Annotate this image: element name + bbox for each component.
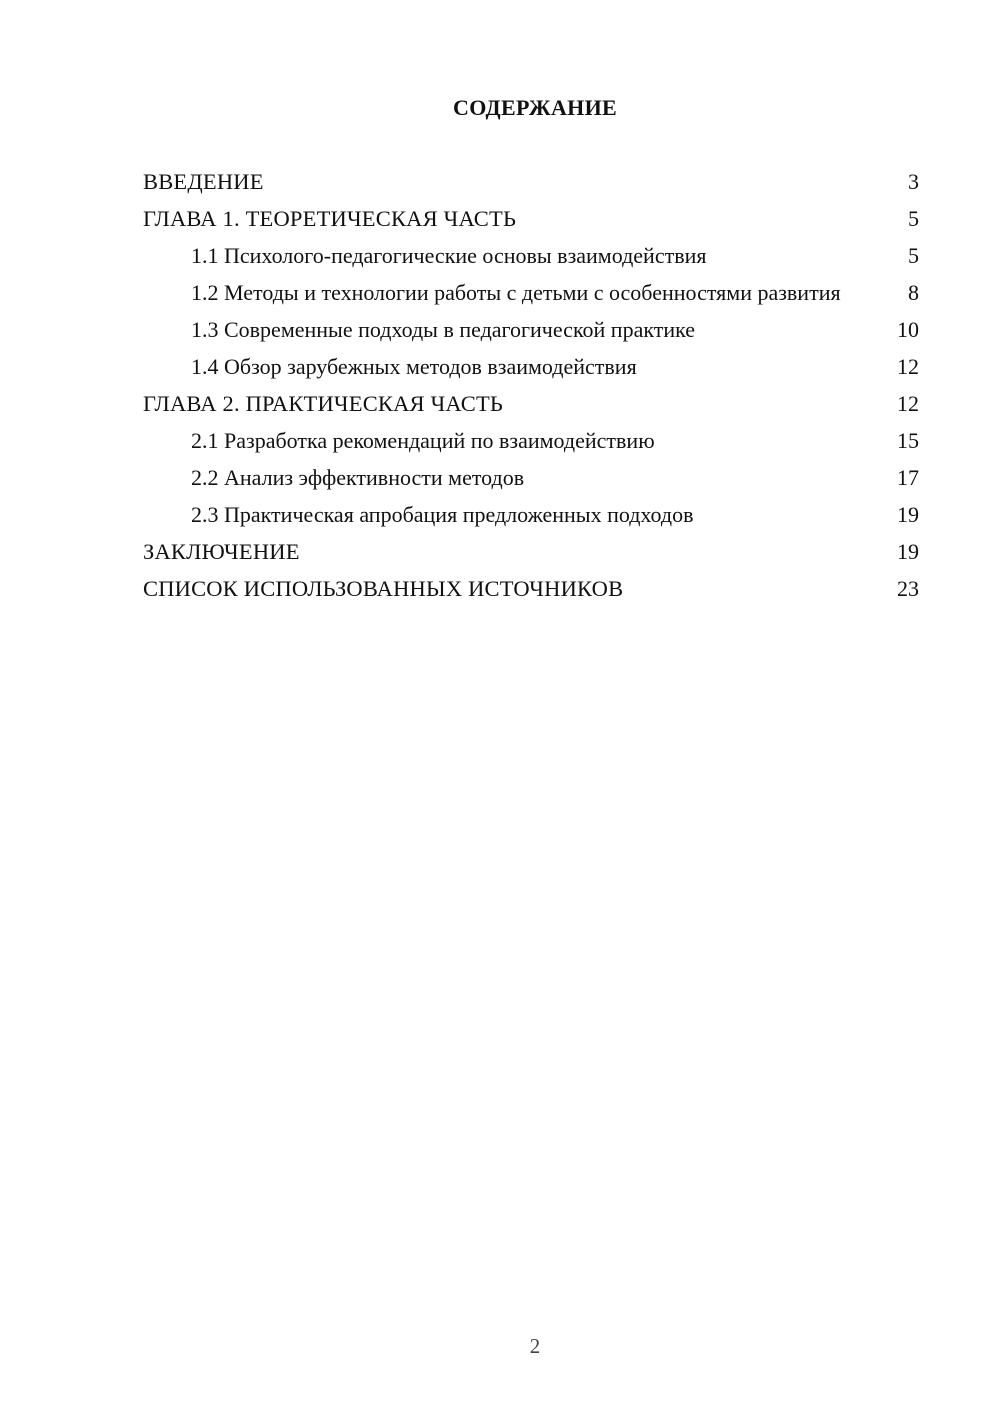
toc-title: СОДЕРЖАНИЕ	[453, 95, 617, 120]
toc-entry-text: 1.4 Обзор зарубежных методов взаимодействия	[191, 354, 637, 379]
toc-entry-page: 15	[897, 428, 919, 453]
toc-entry-section-2-3	[143, 501, 919, 528]
toc-entry-page: 12	[897, 391, 919, 416]
toc-entry-text: ГЛАВА 1. ТЕОРЕТИЧЕСКАЯ ЧАСТЬ	[143, 206, 517, 231]
toc-entry-conclusion	[143, 538, 919, 565]
toc-entry-text: 2.1 Разработка рекомендаций по взаимодействию	[191, 428, 655, 453]
toc-entry-section-2-2	[143, 464, 919, 491]
toc-entry-section-1-4	[143, 353, 919, 380]
toc-entry-page: 10	[897, 317, 919, 342]
toc-entry-references	[143, 575, 919, 602]
table-of-contents	[143, 168, 919, 612]
toc-entry-chapter-2	[143, 390, 919, 417]
toc-entry-page: 19	[897, 502, 919, 527]
toc-entry-page: 8	[908, 280, 919, 305]
toc-entry-section-1-1	[143, 242, 919, 269]
toc-entry-page: 12	[897, 354, 919, 379]
toc-entry-page: 5	[908, 243, 919, 268]
toc-entry-text: 2.3 Практическая апробация предложенных подходов	[191, 502, 694, 527]
toc-entry-text: СПИСОК ИСПОЛЬЗОВАННЫХ ИСТОЧНИКОВ	[143, 576, 624, 601]
toc-entry-page: 5	[908, 206, 919, 231]
toc-entry-text: 1.3 Современные подходы в педагогической практике	[191, 317, 696, 342]
toc-entry-page: 3	[908, 169, 919, 194]
toc-entry-text: ВВЕДЕНИЕ	[143, 169, 264, 194]
toc-entry-text: ЗАКЛЮЧЕНИЕ	[143, 539, 300, 564]
toc-entry-chapter-1	[143, 205, 919, 232]
toc-entry-page: 23	[897, 576, 919, 601]
toc-entry-text: 1.2 Методы и технологии работы с детьми с особенностями развития	[191, 280, 841, 305]
toc-entry-page: 17	[897, 465, 919, 490]
page-number: 2	[529, 1334, 541, 1358]
toc-entry-section-1-3	[143, 316, 919, 343]
toc-entry-section-2-1	[143, 427, 919, 454]
toc-entry-text: 1.1 Психолого-педагогические основы взаимодействия	[191, 243, 707, 268]
toc-entry-text: 2.2 Анализ эффективности методов	[191, 465, 525, 490]
toc-entry-introduction	[143, 168, 919, 195]
toc-entry-text: ГЛАВА 2. ПРАКТИЧЕСКАЯ ЧАСТЬ	[143, 391, 504, 416]
toc-entry-section-1-2	[143, 279, 919, 306]
toc-entry-page: 19	[897, 539, 919, 564]
